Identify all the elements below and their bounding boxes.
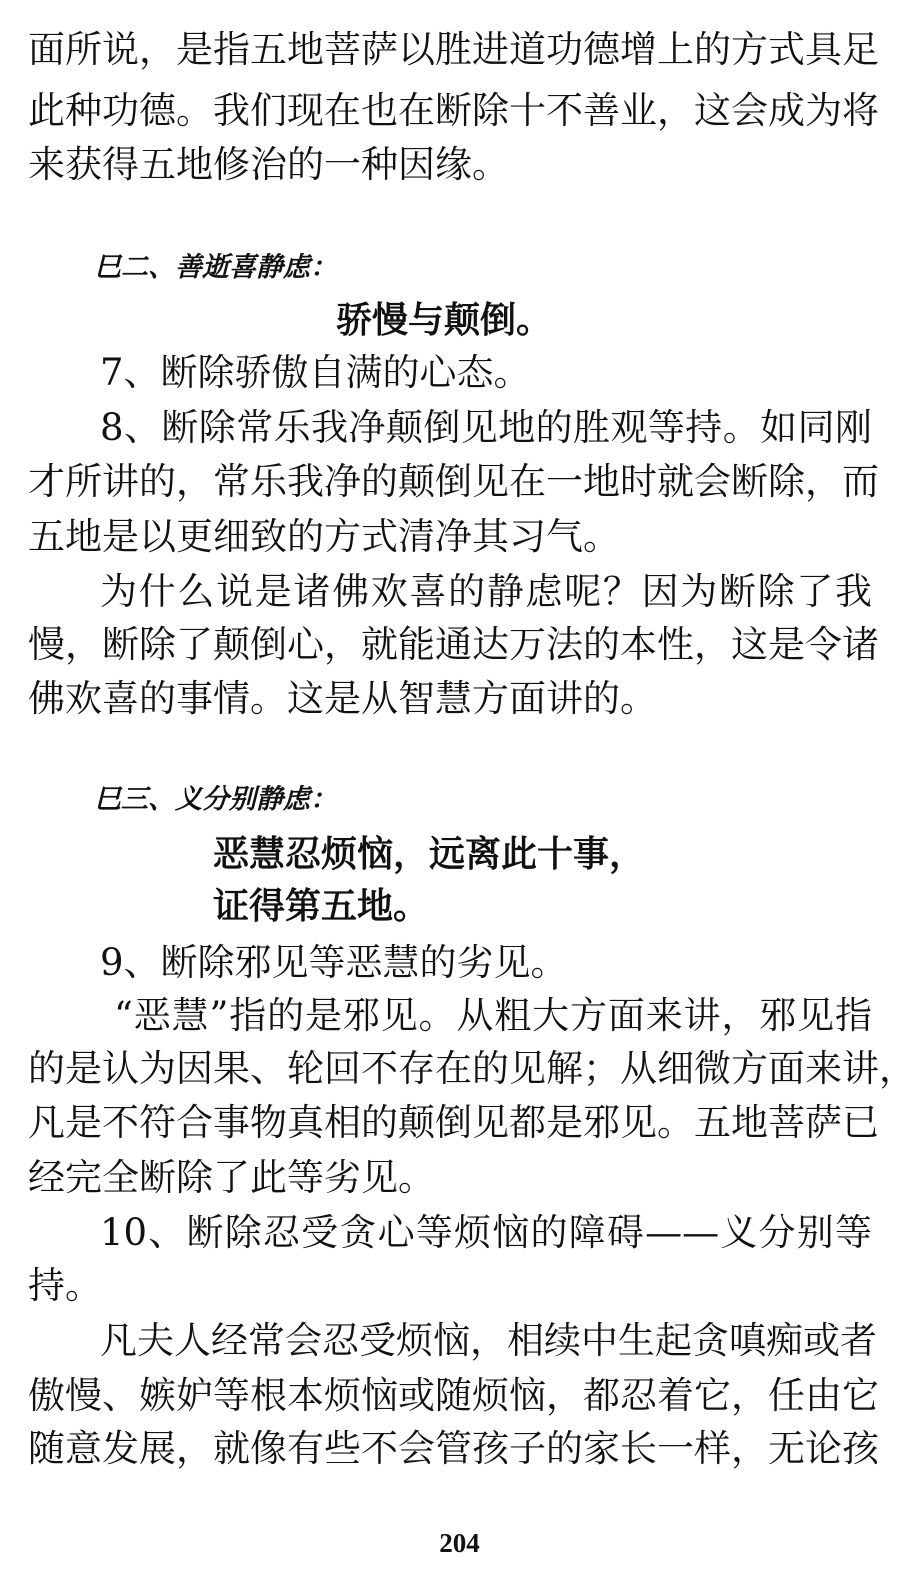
text-line: 8、断除常乐我净颠倒见地的胜观等持。如同刚 — [100, 406, 872, 449]
text-line: 五地是以更细致的方式清净其习气。 — [28, 515, 620, 558]
text-line: 才所讲的，常乐我净的颠倒见在一地时就会断除，而 — [28, 460, 879, 503]
text-line: 此种功德。我们现在也在断除十不善业，这会成为将 — [28, 89, 879, 132]
text-line: 7、断除骄傲自满的心态。 — [100, 351, 531, 394]
text-line: 9、断除邪见等恶慧的劣见。 — [100, 941, 568, 984]
text-line: 凡夫人经常会忍受烦恼，相续中生起贪嗔痴或者 — [100, 1319, 877, 1362]
section-heading: 巳二、善逝喜静虑： — [94, 252, 337, 283]
text-line: 慢，断除了颠倒心，就能通达万法的本性，这是令诸 — [28, 623, 879, 666]
verse-line: 恶慧忍烦恼，远离此十事， — [213, 834, 646, 875]
text-line: 来获得五地修治的一种因缘。 — [28, 143, 509, 186]
text-line: 经完全断除了此等劣见。 — [28, 1156, 435, 1199]
text-line: 的是认为因果、轮回不存在的见解；从细微方面来讲， — [28, 1047, 916, 1090]
verse-line: 骄慢与颠倒。 — [336, 300, 553, 341]
text-line: 面所说，是指五地菩萨以胜进道功德增上的方式具足 — [28, 28, 879, 71]
text-line: 10、断除忍受贪心等烦恼的障碍——义分别等 — [100, 1211, 872, 1254]
section-heading: 巳三、义分别静虑： — [94, 784, 337, 815]
text-line: 为什么说是诸佛欢喜的静虑呢？因为断除了我 — [100, 570, 872, 613]
verse-line: 证得第五地。 — [213, 886, 430, 927]
text-line: 随意发展，就像有些不会管孩子的家长一样，无论孩 — [28, 1427, 879, 1470]
text-line: 持。 — [28, 1264, 102, 1307]
text-line: 佛欢喜的事情。这是从智慧方面讲的。 — [28, 677, 657, 720]
text-line: “恶慧”指的是邪见。从粗大方面来讲，邪见指 — [114, 994, 872, 1037]
text-line: 傲慢、嫉妒等根本烦恼或随烦恼，都忍着它，任由它 — [28, 1374, 879, 1417]
page-number: 204 — [439, 1528, 480, 1558]
text-line: 凡是不符合事物真相的颠倒见都是邪见。五地菩萨已 — [28, 1101, 879, 1144]
